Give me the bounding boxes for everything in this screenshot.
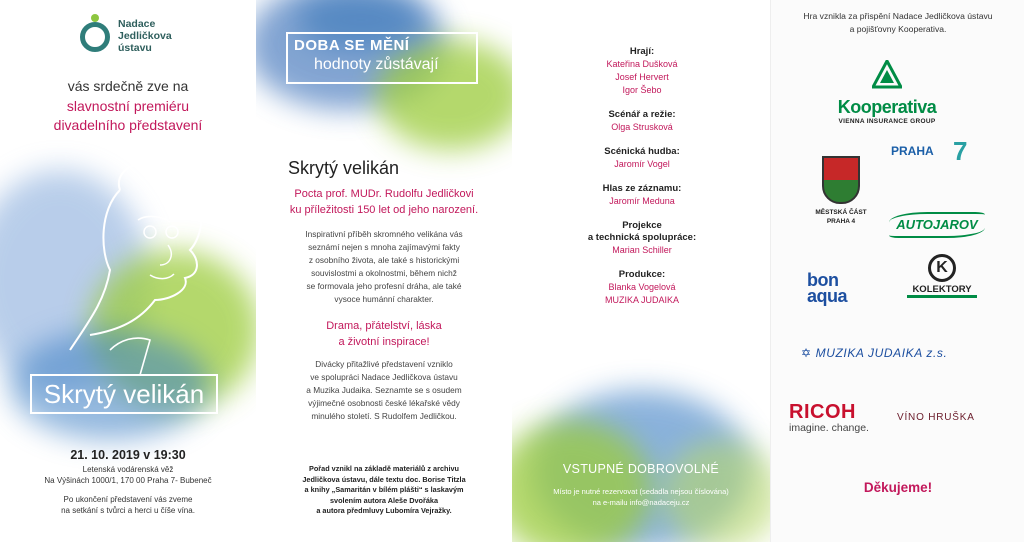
credit-group-script: [572, 109, 712, 134]
paragraph-line: z osobního života, ale také s historickými: [308, 255, 460, 265]
credit-heading: Hlas ze záznamu:: [602, 183, 682, 194]
event-venue: [0, 464, 256, 486]
slogan-line-1: DOBA SE MĚNÍ: [294, 37, 410, 54]
after-line-1: Po ukončení představení vás zveme: [63, 495, 193, 504]
vino-hruska-logo: VÍNO HRUŠKA: [897, 412, 975, 423]
credit-name: Olga Strusková: [611, 122, 673, 132]
credit-group-projection: [572, 220, 712, 257]
after-line-2: na setkání s tvůrci a herci u číše vína.: [61, 506, 195, 515]
tribute-line-1: Pocta prof. MUDr. Rudolfu Jedličkovi: [294, 188, 474, 200]
tribute-text: [256, 186, 512, 218]
description-paragraph-1: [284, 228, 484, 306]
logo-dot-icon: [91, 14, 99, 22]
invite-line-2: slavnostní premiéru: [66, 98, 190, 114]
credit-heading: a technická spolupráce:: [587, 232, 697, 243]
bonaqua-logo: [807, 272, 847, 304]
credit-name: Igor Šebo: [622, 85, 662, 95]
muzika-judaika-logo: [801, 346, 947, 360]
kolektory-logo: [907, 254, 977, 298]
paragraph-line: ve spolupráci Nadace Jedličkova ústavu: [310, 372, 458, 382]
credit-group-cast: [572, 46, 712, 97]
venue-name: Letenská vodárenská věž: [82, 465, 174, 474]
credit-group-production: [572, 269, 712, 307]
credit-heading: Projekce: [622, 220, 662, 231]
praha7-text: PRAHA: [891, 144, 934, 158]
ricoh-slogan: imagine. change.: [789, 422, 869, 434]
paragraph-line: vysoce humánní charakter.: [334, 294, 434, 304]
praha4-line-1: MĚSTSKÁ ČÁST: [815, 209, 867, 216]
kooperativa-logo: [827, 60, 947, 125]
drama-tagline: [256, 318, 512, 350]
paragraph-line: Divácky přitažlivé představení vzniklo: [315, 359, 453, 369]
entry-title: VSTUPNÉ DOBROVOLNÉ: [562, 462, 720, 476]
note-line: a knihy „Samaritán v bílém plášti“ s laskavým: [304, 485, 464, 494]
panel-description: [256, 0, 512, 542]
panel-invitation: [0, 0, 256, 542]
muzika-judaika-text: MUZIKA JUDAIKA z.s.: [815, 346, 948, 360]
drama-line-1: Drama, přátelství, láska: [326, 320, 442, 332]
kolektory-k-icon: K: [928, 254, 956, 282]
note-line: svolením autora Aleše Dvořáka: [329, 495, 438, 505]
credit-name: Marian Schiller: [612, 245, 672, 255]
logo-text: Nadace Jedličkova ústavu: [118, 18, 172, 54]
paragraph-line: minulého století. S Rudolfem Jedličkou.: [311, 411, 457, 421]
note-line: Jedličkova ústavu, dále textu doc. Borise Titzla: [302, 474, 466, 484]
reservation-email[interactable]: na e-mailu info@nadaceju.cz: [592, 498, 690, 507]
after-party-note: [0, 494, 256, 516]
star-of-david-icon: ✡: [801, 346, 812, 360]
panel-sponsors: [770, 0, 1024, 542]
paragraph-line: a Muzika Judaika. Seznamte se s osudem: [306, 385, 462, 395]
sponsor-intro: [771, 10, 1024, 36]
praha7-number: 7: [953, 136, 968, 166]
ricoh-name: RICOH: [789, 401, 856, 423]
kooperativa-name: Kooperativa: [837, 97, 937, 117]
credit-group-music: [572, 146, 712, 171]
logo-ring-icon: [80, 22, 110, 52]
credit-heading: Scénická hudba:: [604, 146, 680, 157]
praha4-line-2: PRAHA 4: [826, 218, 856, 225]
invite-line-3: divadelního představení: [53, 117, 203, 133]
source-credits-note: [282, 464, 486, 517]
praha7-logo: [891, 136, 968, 166]
credit-name: Josef Hervert: [615, 72, 669, 82]
slogan-line-2: hodnoty zůstávají: [314, 56, 439, 73]
tribute-line-2: ku příležitosti 150 let od jeho narození.: [289, 204, 479, 216]
reservation-line-1: Místo je nutné rezervovat (sedadla nejsou číslována): [553, 487, 729, 496]
praha4-shield-icon: [822, 156, 860, 204]
paragraph-line: výjimečné osobnosti české lékařské vědy: [308, 398, 460, 408]
description-heading: Skrytý velikán: [288, 158, 400, 178]
credit-name: Jaromír Vogel: [614, 159, 670, 169]
nadace-logo: [80, 12, 190, 62]
venue-address: Na Výšinách 1000/1, 170 00 Praha 7- Bubeneč: [44, 476, 212, 485]
credit-name: Jaromír Meduna: [609, 196, 675, 206]
portrait-sketch-icon: [50, 150, 250, 390]
thank-you-text: Děkujeme!: [863, 480, 933, 495]
reservation-note: [534, 486, 748, 508]
paragraph-line: seznámí nejen s mnoha zajímavými fakty: [308, 242, 460, 252]
kooperativa-triangle-icon: [872, 60, 902, 90]
kooperativa-sub: VIENNA INSURANCE GROUP: [838, 118, 936, 125]
intro-line-2: a pojišťovny Kooperativa.: [849, 24, 947, 34]
bonaqua-line-1: bon: [807, 270, 839, 290]
description-paragraph-2: [284, 358, 484, 423]
kolektory-name: KOLEKTORY: [907, 284, 977, 298]
intro-line-1: Hra vznikla za přispění Nadace Jedličkova ústavu: [803, 11, 993, 21]
bonaqua-line-2: aqua: [807, 286, 848, 306]
show-title-box: Skrytý velikán: [30, 374, 218, 414]
invite-line-1: vás srdečně zve na: [67, 78, 189, 94]
cast-crew-list: [572, 46, 712, 307]
invite-premiere: [0, 97, 256, 135]
paragraph-line: Inspirativní příběh skromného velikána vás: [305, 229, 463, 239]
drama-line-2: a životní inspirace!: [338, 336, 430, 348]
credit-heading: Hrají:: [629, 46, 655, 57]
note-line: a autora předmluvy Lubomíra Vejražky.: [316, 506, 452, 515]
note-line: Pořad vznikl na základě materiálů z archivu: [308, 464, 460, 473]
credit-heading: Scénář a režie:: [608, 109, 676, 120]
event-date: 21. 10. 2019 v 19:30: [70, 448, 186, 462]
credit-name: Kateřina Dušková: [606, 59, 678, 69]
credit-heading: Produkce:: [618, 269, 666, 280]
ricoh-logo: [789, 402, 869, 434]
credit-name: MUZIKA JUDAIKA: [604, 295, 679, 305]
autojarov-logo: AUTOJAROV: [889, 212, 985, 238]
paragraph-line: se formovala jeho profesní dráha, ale také: [306, 281, 462, 291]
slogan-box: [286, 32, 478, 84]
credit-name: Blanka Vogelová: [608, 282, 676, 292]
panel-credits: [512, 0, 770, 542]
credit-group-voice: [572, 183, 712, 208]
paragraph-line: souvislostmi a okolnostmi, během nichž: [311, 268, 457, 278]
praha4-logo: [803, 156, 879, 226]
